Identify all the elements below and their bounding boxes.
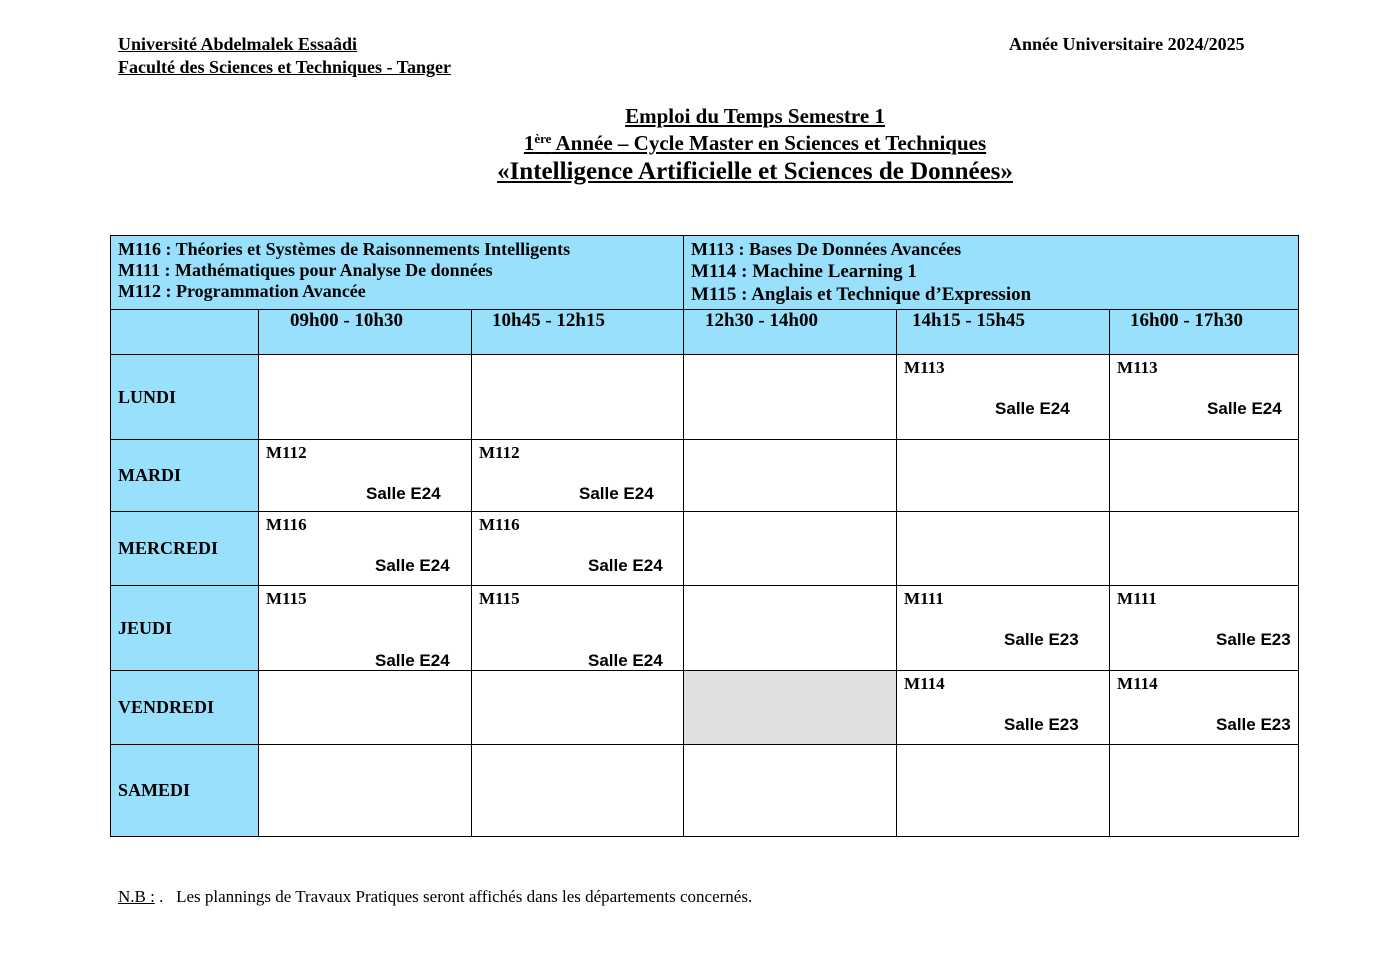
legend-left [111,236,684,310]
nb-text: . Les plannings de Travaux Pratiques seront affichés dans les départements concernés. [159,887,753,906]
room-label: Salle E23 [1004,715,1079,734]
cell-mardi-1 [259,440,472,512]
cell-mardi-2 [472,440,684,512]
cell-lundi-1 [259,355,472,440]
cell-lundi-4 [897,355,1110,440]
timeslot-1: 09h00 - 10h30 [259,310,472,355]
room-label: Salle E23 [1216,630,1291,649]
day-vendredi: VENDREDI [111,671,259,745]
day-mercredi: MERCREDI [111,512,259,586]
cell-vendredi-1 [259,671,472,745]
cell-samedi-2 [472,745,684,837]
timeslot-5: 16h00 - 17h30 [1110,310,1299,355]
room-label: Salle E24 [579,484,654,503]
room-label: Salle E24 [375,556,450,575]
timetable [110,235,1299,837]
timeslot-4: 14h15 - 15h45 [897,310,1110,355]
cell-jeudi-1 [259,586,472,671]
cell-mercredi-3 [684,512,897,586]
cell-mardi-5 [1110,440,1299,512]
module-code: M112 [266,443,307,462]
legend-right [684,236,1299,310]
room-label: Salle E24 [588,556,663,575]
day-lundi: LUNDI [111,355,259,440]
module-code: M114 [904,674,945,693]
legend-m114: M114 : Machine Learning 1 [691,261,917,282]
cell-jeudi-4 [897,586,1110,671]
row-mercredi [111,512,1299,586]
row-samedi [111,745,1299,837]
cell-vendredi-3 [684,671,897,745]
module-code: M113 [1117,358,1158,377]
title-line-1: Emploi du Temps Semestre 1 [625,104,885,128]
module-code: M115 [266,589,307,608]
cell-mercredi-5 [1110,512,1299,586]
timeslot-2: 10h45 - 12h15 [472,310,684,355]
cell-lundi-5 [1110,355,1299,440]
module-code: M116 [479,515,520,534]
cell-mardi-3 [684,440,897,512]
day-mardi: MARDI [111,440,259,512]
cell-mardi-4 [897,440,1110,512]
module-code: M111 [1117,589,1157,608]
room-label: Salle E23 [1216,715,1291,734]
cell-mercredi-2 [472,512,684,586]
day-samedi: SAMEDI [111,745,259,837]
cell-jeudi-3 [684,586,897,671]
cell-lundi-2 [472,355,684,440]
module-code: M114 [1117,674,1158,693]
academic-year: Année Universitaire 2024/2025 [1009,34,1245,54]
cell-samedi-5 [1110,745,1299,837]
module-code: M116 [266,515,307,534]
cell-samedi-3 [684,745,897,837]
module-code: M111 [904,589,944,608]
room-label: Salle E24 [995,399,1070,418]
row-vendredi [111,671,1299,745]
row-mardi [111,440,1299,512]
legend-m112: M112 : Programmation Avancée [118,281,366,301]
cell-mercredi-4 [897,512,1110,586]
room-label: Salle E24 [375,651,450,670]
cell-jeudi-5 [1110,586,1299,671]
room-label: Salle E24 [588,651,663,670]
row-lundi [111,355,1299,440]
day-jeudi: JEUDI [111,586,259,671]
cell-vendredi-4 [897,671,1110,745]
legend-m116: M116 : Théories et Systèmes de Raisonnements Intelligents [118,239,571,259]
module-code: M113 [904,358,945,377]
corner-cell [111,310,259,355]
timeslot-3: 12h30 - 14h00 [684,310,897,355]
cell-samedi-1 [259,745,472,837]
faculty-name: Faculté des Sciences et Techniques - Tanger [118,57,452,77]
legend-m111: M111 : Mathématiques pour Analyse De données [118,260,493,280]
room-label: Salle E24 [1207,399,1282,418]
legend-m113: M113 : Bases De Données Avancées [691,239,962,259]
cell-vendredi-2 [472,671,684,745]
cell-samedi-4 [897,745,1110,837]
module-code: M115 [479,589,520,608]
legend-m115: M115 : Anglais et Technique d’Expression [691,284,1032,305]
module-code: M112 [479,443,520,462]
footer-note [118,886,752,908]
title-line-2: 1ère Année – Cycle Master en Sciences et Techniques [523,131,987,155]
cell-lundi-3 [684,355,897,440]
nb-label: N.B : [118,887,155,906]
room-label: Salle E24 [366,484,441,503]
room-label: Salle E23 [1004,630,1079,649]
cell-vendredi-5 [1110,671,1299,745]
cell-mercredi-1 [259,512,472,586]
cell-jeudi-2 [472,586,684,671]
title-line-3: «Intelligence Artificielle et Sciences de Données» [497,158,1013,185]
university-name: Université Abdelmalek Essaâdi [118,34,358,54]
row-jeudi [111,586,1299,671]
